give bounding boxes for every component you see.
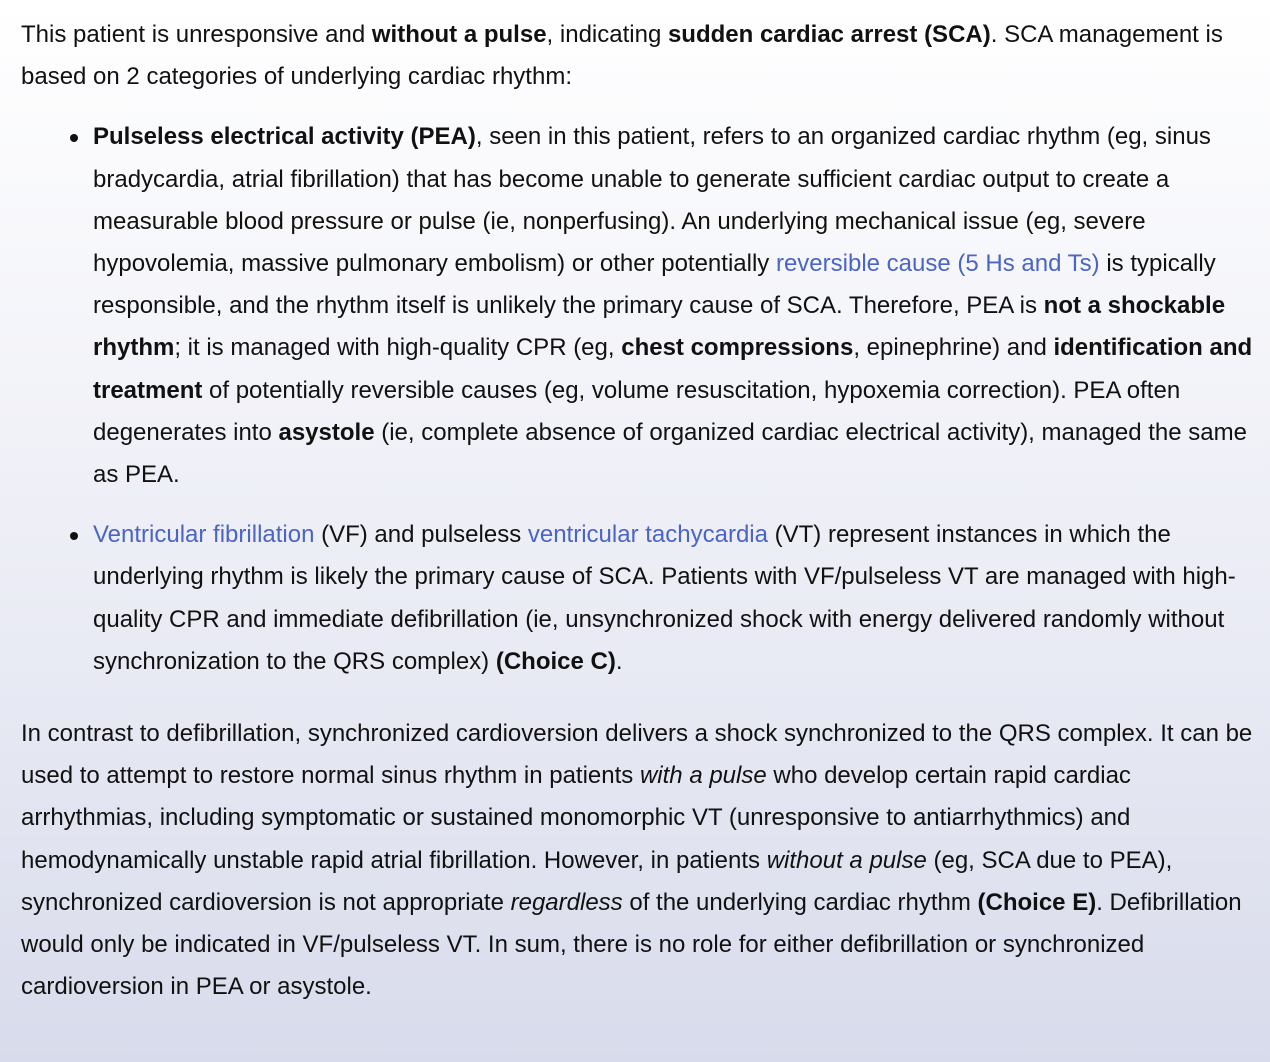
pea-text-2: is typically responsible, and the rhythm itself is unlikely the primary cause of SCA. Therefore, PEA is	[93, 250, 1216, 320]
contrast-text-1: In contrast to defibrillation, synchronized cardioversion delivers a shock synchronized to the QRS complex. It can be used to attempt to restore normal sinus rhythm in patients	[21, 720, 1253, 790]
contrast-text-2: who develop certain rapid cardiac arrhythmias, including symptomatic or sustained monomorphic VT (unresponsive to antiarrhythmics) and hemodynamically unstable rapid atrial fibrillation. However, in patients	[21, 762, 1131, 874]
pea-term: Pulseless electrical activity (PEA)	[93, 123, 476, 151]
pea-text-5: of potentially reversible causes (eg, volume resuscitation, hypoxemia correction). PEA often degenerates into	[93, 376, 1181, 446]
contrast-paragraph	[21, 713, 1253, 1008]
pea-text-1: , seen in this patient, refers to an organized cardiac rhythm (eg, sinus bradycardia, atrial fibrillation) that has become unable to generate sufficient cardiac output to create a measurable blood pressure or pulse (ie, nonperfusing). An underlying mechanical issue (eg, severe hypovolemia, massive pulmonary embolism) or other potentially	[93, 123, 1211, 278]
intro-text-1: This patient is unresponsive and	[21, 21, 372, 48]
identification-treatment-emphasis: identification and treatment	[93, 334, 1253, 404]
contrast-text-3: (eg, SCA due to PEA), synchronized cardioversion is not appropriate	[21, 846, 1173, 916]
list-item-vf-vt	[93, 514, 1253, 683]
vf-text-2: (VT) represent instances in which the underlying rhythm is likely the primary cause of SCA. Patients with VF/pulseless VT are managed with high-quality CPR and immediate defibrillation (ie, unsynchronized shock with energy delivered randomly without synchronization to the QRS complex)	[93, 521, 1236, 675]
pea-text-4: , epinephrine) and	[853, 334, 1054, 362]
contrast-text-5: . Defibrillation would only be indicated in VF/pulseless VT. In sum, there is no role for either defibrillation or synchronized cardioversion in PEA or asystole.	[21, 888, 1242, 1001]
intro-text-3: . SCA management is based on 2 categories of underlying cardiac rhythm:	[21, 21, 1223, 91]
sca-emphasis: sudden cardiac arrest (SCA)	[667, 21, 991, 48]
contrast-text-4: of the underlying cardiac rhythm	[622, 888, 978, 916]
pea-text-6: (ie, complete absence of organized cardiac electrical activity), managed the same as PEA.	[93, 418, 1247, 489]
asystole-emphasis: asystole	[278, 418, 375, 446]
pea-text-3: ; it is managed with high-quality CPR (eg,	[174, 334, 622, 362]
with-pulse-emphasis: with a pulse	[639, 762, 767, 790]
without-pulse-italic: without a pulse	[766, 846, 927, 874]
without-pulse-emphasis: without a pulse	[371, 21, 547, 48]
regardless-emphasis: regardless	[510, 888, 623, 916]
reversible-cause-link[interactable]: reversible cause (5 Hs and Ts)	[775, 250, 1100, 278]
vf-text-3: .	[615, 647, 623, 675]
chest-compressions-emphasis: chest compressions	[621, 334, 854, 362]
ventricular-fibrillation-link[interactable]: Ventricular fibrillation	[93, 521, 315, 549]
intro-text-2: , indicating	[546, 21, 668, 48]
rhythm-category-list	[21, 116, 1253, 683]
list-item-pea	[93, 116, 1253, 496]
choice-c-reference: (Choice C)	[495, 647, 616, 675]
vf-text-1: (VF) and pulseless	[314, 521, 528, 549]
ventricular-tachycardia-link[interactable]: ventricular tachycardia	[527, 521, 768, 549]
intro-paragraph	[21, 14, 1253, 98]
not-shockable-emphasis: not a shockable rhythm	[93, 292, 1226, 362]
choice-e-reference: (Choice E)	[977, 888, 1097, 916]
